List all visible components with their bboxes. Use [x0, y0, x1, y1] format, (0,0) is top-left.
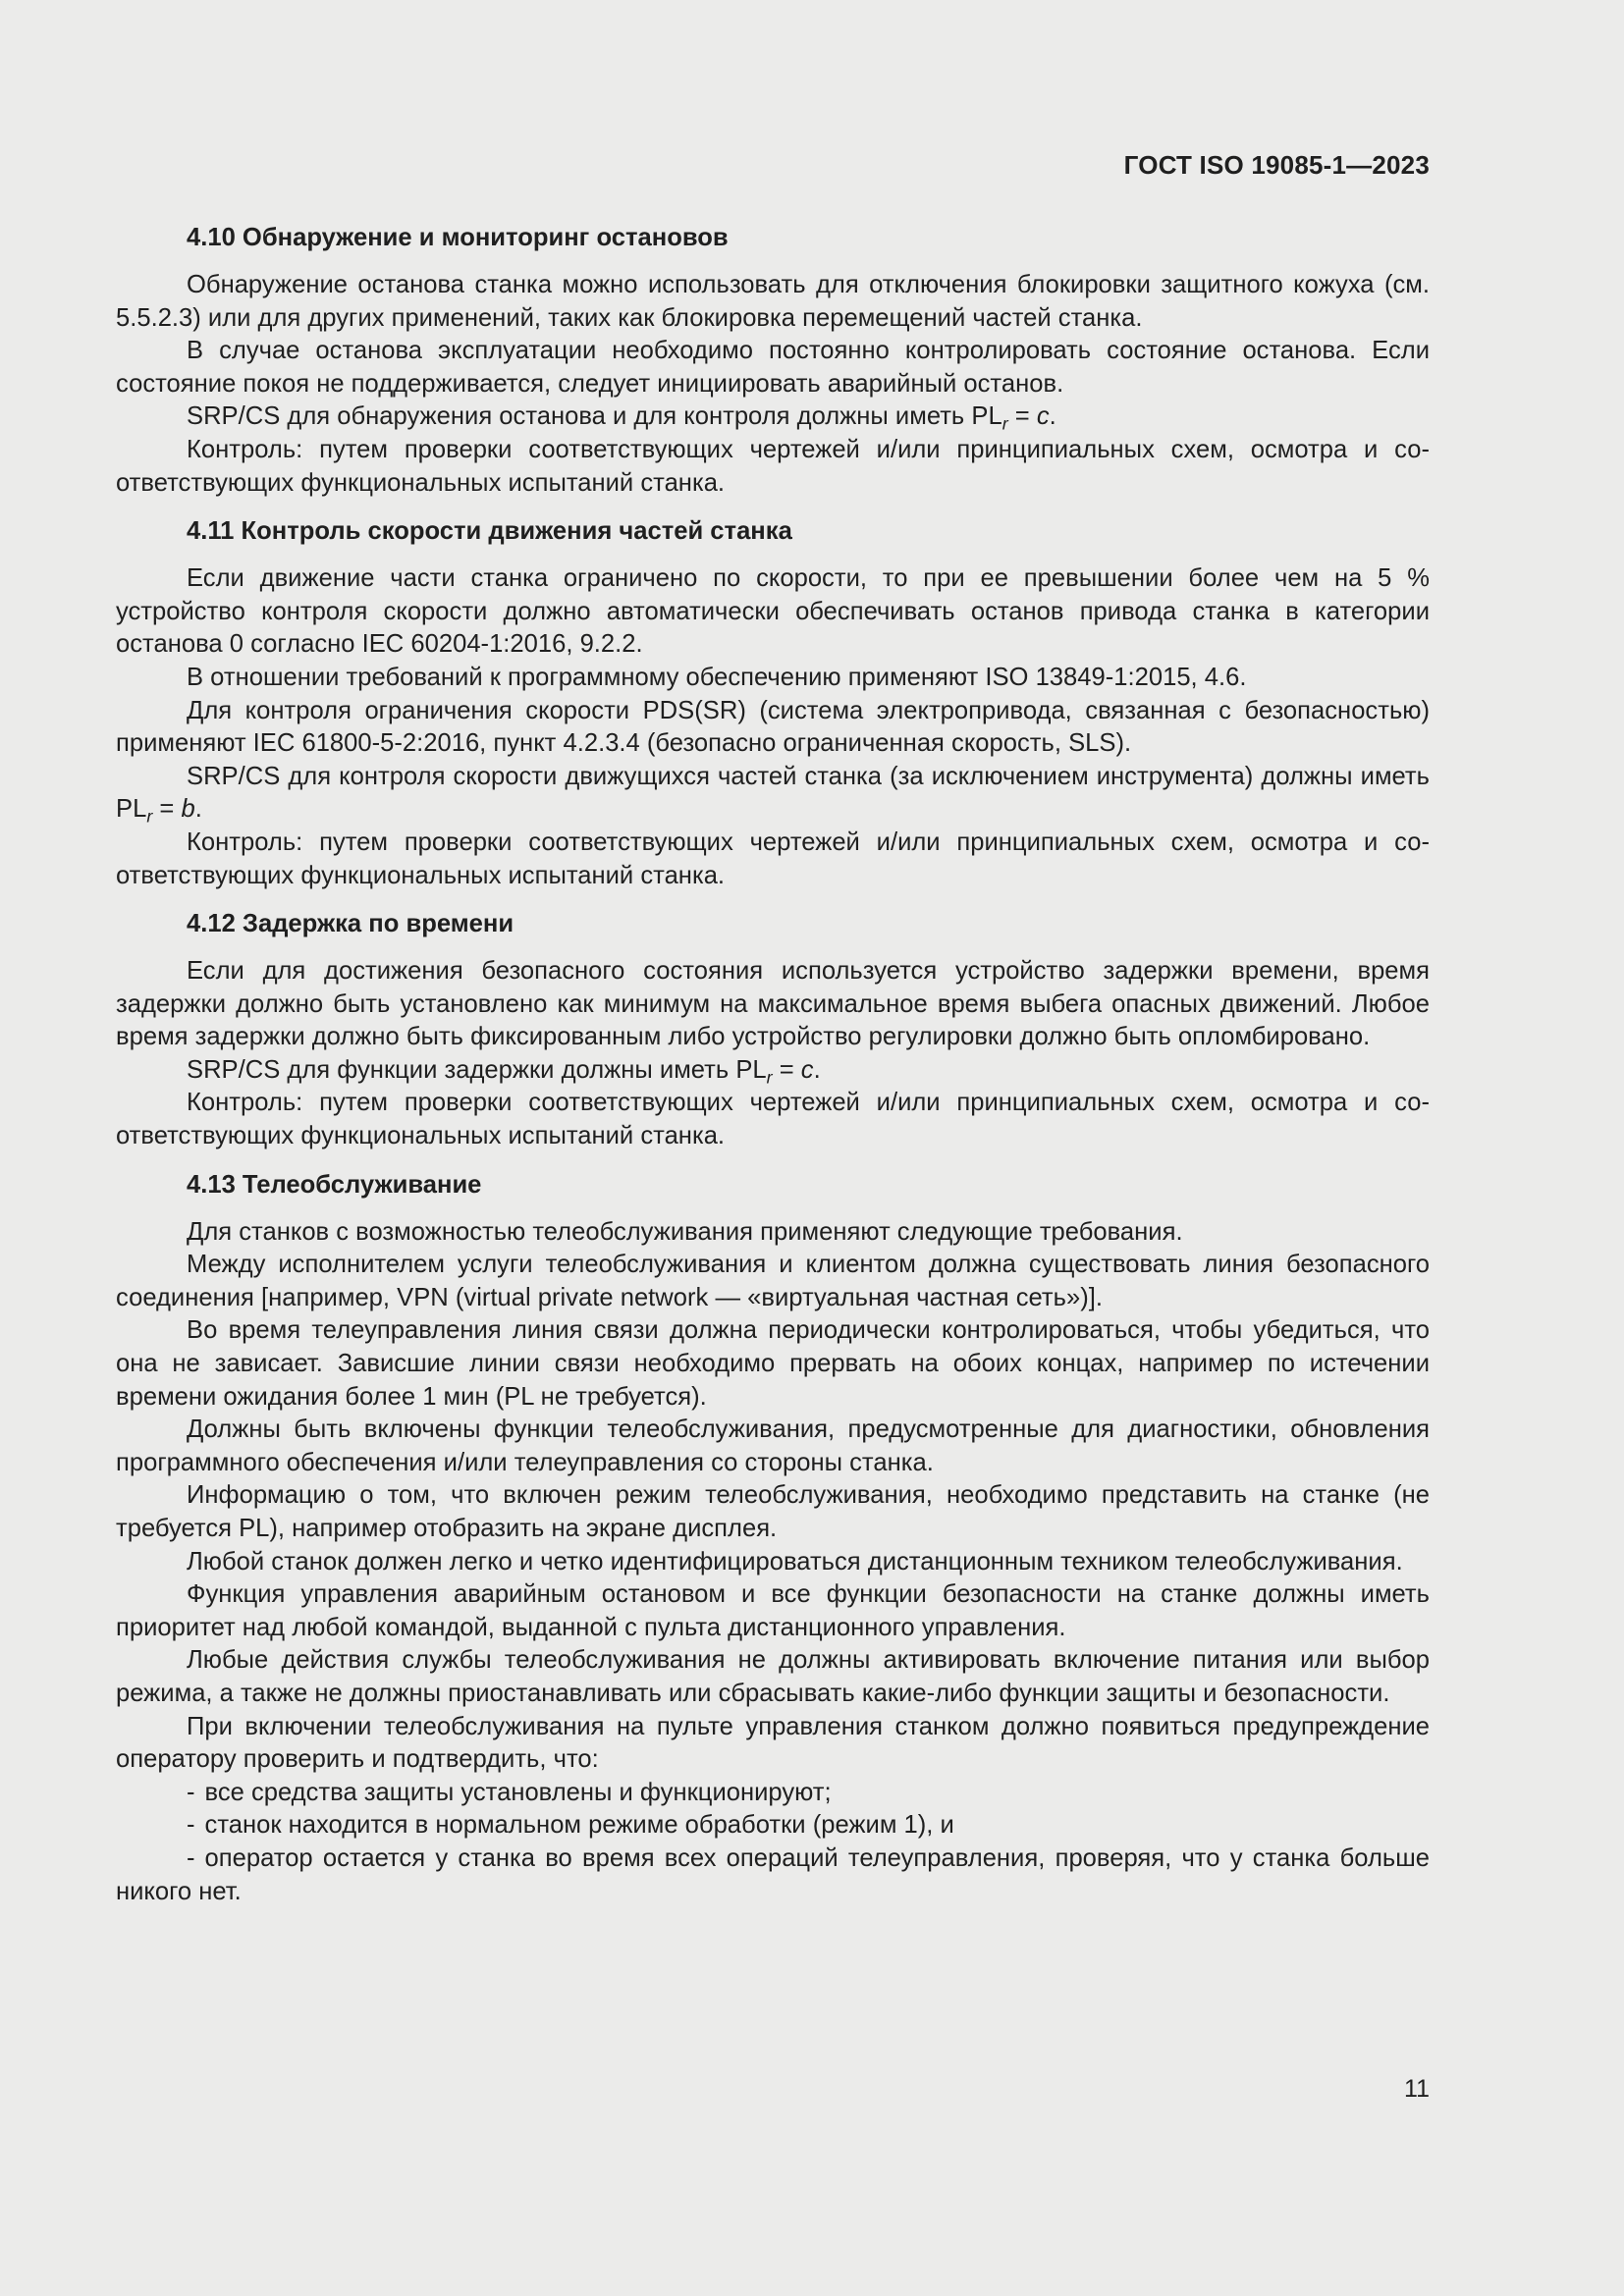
paragraph: Должны быть включены функции телеобслуживания, предусмотренные для диагностики, обновления программного обеспечения и/или телеуправления со стороны станка. [116, 1415, 1430, 1476]
text-run: SRP/CS для обнаружения останова и для контроля должны иметь PL [187, 402, 1002, 431]
paragraph: Контроль: путем проверки соответствующих чертежей и/или принципиальных схем, осмотра и соответствующих функциональных испытаний станка. [116, 435, 1430, 497]
paragraph: В отношении требований к программному обеспечению применяют ISO 13849-1:2015, 4.6. [187, 663, 1247, 691]
paragraph: Обнаружение останова станка можно использовать для отключения блокировки защитного кожуха (см. 5.5.2.3) или для других применений, таких как блокировка перемещений частей станка. [116, 271, 1430, 332]
paragraph: Контроль: путем проверки соответствующих чертежей и/или принципиальных схем, осмотра и соответствующих функциональных испытаний станка. [116, 828, 1430, 889]
paragraph: Любой станок должен легко и четко идентифицироваться дистанционным техником телеобслуживания. [187, 1547, 1403, 1575]
paragraph: Для контроля ограничения скорости PDS(SR) (система электропривода, связанная с безопасностью) применяют IEC 61800-5-2:2016, пункт 4.2.3.4 (безопасно ограниченная скорость, SLS). [116, 696, 1430, 758]
paragraph [116, 761, 1430, 827]
paragraph: Для станков с возможностью телеобслуживания применяют следующие требования. [187, 1217, 1183, 1246]
list-item [116, 1809, 1430, 1842]
page-number: 11 [1404, 2075, 1430, 2103]
paragraph: Если для достижения безопасного состояния используется устройство задержки времени, время задержки должно быть установлено как минимум на максимальное время выбега опасных движений. Любое время задержки должно быть фиксированным либо устройство регулировки должно быть опломбировано. [116, 957, 1430, 1051]
list-item [116, 1842, 1430, 1908]
italic-value: c [1036, 402, 1050, 431]
section-title: 4.11 Контроль скорости движения частей станка [187, 517, 792, 546]
section [116, 1167, 1430, 1908]
text-run: = [1007, 402, 1037, 431]
paragraph [116, 400, 1430, 434]
paragraph: Во время телеуправления линия связи должна периодически контролироваться, чтобы убедиться, что она не зависает. Зависшие линии связи необходимо прервать на обоих концах, например по истечении времени ожидания более 1 мин (PL не требуется). [116, 1316, 1430, 1411]
document-body [116, 220, 1430, 1922]
paragraph: Если движение части станка ограничено по скорости, то при ее превышении более чем на 5 % устройство контроля скорости должно автоматически обеспечивать останов привода станка в категории останова 0 согласно IEC 60204-1:2016, 9.2.2. [116, 564, 1430, 659]
section-title: 4.13 Телеобслуживание [187, 1170, 482, 1199]
text-run: = [152, 795, 182, 824]
subscript: r [766, 1067, 773, 1088]
text-run: . [1049, 402, 1056, 431]
paragraph [116, 1054, 1430, 1088]
paragraph: При включении телеобслуживания на пульте управления станком должно появиться предупреждение оператору проверить и подтвердить, что: [116, 1712, 1430, 1774]
paragraph: Между исполнителем услуги телеобслуживания и клиентом должна существовать линия безопасного соединения [например, VPN (virtual private network — «виртуальная частная сеть»)]. [116, 1251, 1430, 1311]
list-marker: - [187, 1811, 195, 1840]
section [116, 513, 1430, 892]
section [116, 906, 1430, 1153]
section [116, 220, 1430, 500]
text-run: SRP/CS для функции задержки должны иметь PL [187, 1055, 767, 1084]
document-header: ГОСТ ISO 19085-1—2023 [1123, 150, 1430, 180]
italic-value: c [800, 1055, 814, 1084]
text-run: . [194, 795, 202, 824]
subscript: r [146, 806, 153, 827]
list-marker: - [187, 1843, 195, 1872]
subscript: r [1001, 413, 1008, 434]
paragraph: В случае останова эксплуатации необходимо постоянно контролировать состояние останова. Если состояние покоя не поддерживается, следует инициировать аварийный останов. [116, 337, 1430, 398]
paragraph: Информацию о том, что включен режим телеобслуживания, необходимо представить на станке (не требуется PL), например отобразить на экране дисплея. [116, 1481, 1430, 1542]
list-item-text: оператор остается у станка во время всех операций телеуправления, проверяя, что у станка больше никого нет. [116, 1843, 1430, 1905]
text-run: . [813, 1055, 821, 1084]
section-title: 4.10 Обнаружение и мониторинг остановов [187, 224, 729, 251]
list-item-text: все средства защиты установлены и функционируют; [204, 1778, 832, 1806]
paragraph: Контроль: путем проверки соответствующих чертежей и/или принципиальных схем, осмотра и соответствующих функциональных испытаний станка. [116, 1089, 1430, 1150]
list-marker: - [187, 1778, 195, 1806]
italic-value: b [181, 795, 195, 824]
text-run: = [772, 1055, 801, 1084]
list-item [116, 1777, 1430, 1810]
paragraph: Любые действия службы телеобслуживания не должны активировать включение питания или выбор режима, а также не должны приостанавливать или сбрасывать какие-либо функции защиты и безопасности. [116, 1646, 1430, 1707]
section-title: 4.12 Задержка по времени [187, 910, 514, 938]
list-item-text: станок находится в нормальном режиме обработки (режим 1), и [204, 1811, 954, 1840]
text-run: SRP/CS для контроля скорости движущихся частей станка (за исключением инструмента) должны иметь PL [116, 762, 1430, 824]
paragraph: Функция управления аварийным остановом и все функции безопасности на станке должны иметь приоритет над любой командой, выданной с пульта дистанционного управления. [116, 1580, 1430, 1641]
